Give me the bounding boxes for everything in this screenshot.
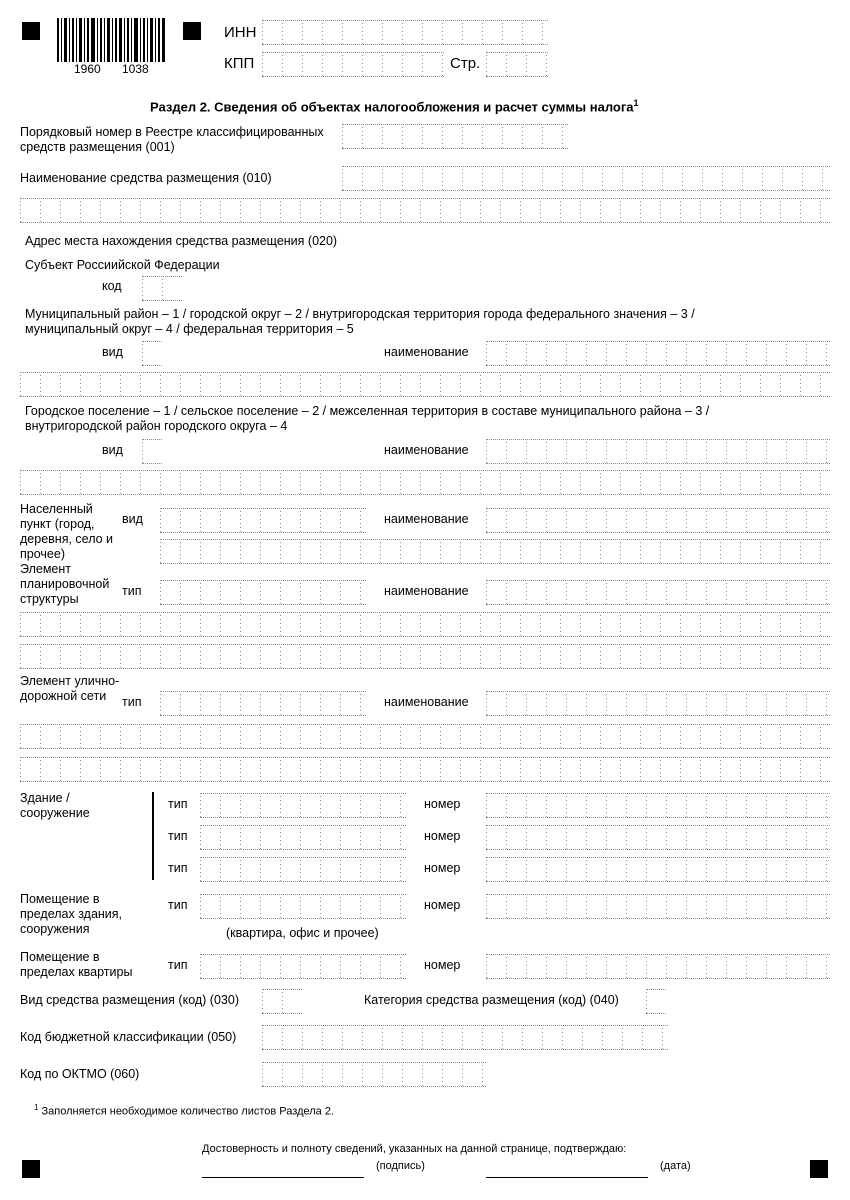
corner-marker-bottom-right <box>810 1160 828 1178</box>
settlement-name-cells-2[interactable] <box>20 470 830 495</box>
field-050-cells[interactable] <box>262 1025 668 1050</box>
street-element-label: Элемент улично-дорожной сети <box>20 674 120 703</box>
field-030-label: Вид средства размещения (код) (030) <box>20 993 239 1007</box>
inn-label: ИНН <box>224 24 257 41</box>
page-cells[interactable] <box>486 52 548 77</box>
field-001-cells[interactable] <box>342 124 568 149</box>
subject-code-cells[interactable] <box>142 276 182 301</box>
building-number-label-3: номер <box>424 861 461 875</box>
building-type-cells-2[interactable] <box>200 825 406 850</box>
settlement-name-cells-1[interactable] <box>486 439 830 464</box>
settlement-description: Городское поселение – 1 / сельское поселение – 2 / межселенная территория в составе муниципального района – 3 / внутригородской район городского округа – 4 <box>25 404 710 433</box>
locality-name-cells-2[interactable] <box>160 539 830 564</box>
subject-label: Субъект Россиийской Федерации <box>25 258 220 272</box>
signature-line[interactable] <box>202 1177 364 1178</box>
building-type-label-1: тип <box>168 797 188 811</box>
section-title: Раздел 2. Сведения об объектах налогообложения и расчет суммы налога$^1$ <box>150 98 639 115</box>
street-type-label: тип <box>122 695 142 709</box>
planning-structure-label: Элемент планировочной структуры <box>20 562 110 606</box>
building-number-cells-1[interactable] <box>486 793 830 818</box>
inn-cells[interactable] <box>262 20 548 45</box>
apartment-type-cells[interactable] <box>200 954 406 979</box>
premises-number-label: номер <box>424 898 461 912</box>
building-number-label-1: номер <box>424 797 461 811</box>
field-040-cells[interactable] <box>646 989 666 1014</box>
street-name-cells-1[interactable] <box>486 691 830 716</box>
building-label: Здание / сооружение <box>20 791 90 820</box>
field-010-cells-1[interactable] <box>342 166 830 191</box>
municipal-name-label: наименование <box>384 345 469 359</box>
field-060-cells[interactable] <box>262 1062 486 1087</box>
apartment-type-label: тип <box>168 958 188 972</box>
planning-name-cells-1[interactable] <box>486 580 830 605</box>
locality-label: Населенный пункт (город, деревня, село и прочее) <box>20 502 114 561</box>
field-010-cells-2[interactable] <box>20 198 830 223</box>
municipal-name-cells-1[interactable] <box>486 341 830 366</box>
street-name-label: наименование <box>384 695 469 709</box>
street-name-cells-2[interactable] <box>20 724 830 749</box>
premises-note: (квартира, офис и прочее) <box>226 926 379 940</box>
municipal-name-cells-2[interactable] <box>20 372 830 397</box>
field-020-label: Адрес места нахождения средства размещения (020) <box>25 234 338 248</box>
field-050-label: Код бюджетной классификации (050) <box>20 1030 237 1044</box>
premises-type-label: тип <box>168 898 188 912</box>
apartment-number-label: номер <box>424 958 461 972</box>
confirmation-text: Достоверность и полноту сведений, указанных на данной странице, подтверждаю: <box>202 1143 627 1155</box>
corner-marker-top-left <box>22 22 40 40</box>
locality-name-cells-1[interactable] <box>486 508 830 533</box>
page-label: Стр. <box>450 55 481 72</box>
signature-caption: (подпись) <box>376 1160 425 1172</box>
building-type-label-2: тип <box>168 829 188 843</box>
barcode-number-right: 1038 <box>122 62 149 76</box>
street-name-cells-3[interactable] <box>20 757 830 782</box>
kpp-label: КПП <box>224 55 255 72</box>
date-line[interactable] <box>486 1177 648 1178</box>
building-type-cells-3[interactable] <box>200 857 406 882</box>
planning-name-label: наименование <box>384 584 469 598</box>
premises-building-label: Помещение в пределах здания, сооружения <box>20 892 123 936</box>
locality-name-label: наименование <box>384 512 469 526</box>
building-number-cells-2[interactable] <box>486 825 830 850</box>
planning-name-cells-3[interactable] <box>20 644 830 669</box>
corner-marker-top-mid <box>183 22 201 40</box>
kpp-cells[interactable] <box>262 52 444 77</box>
planning-type-cells[interactable] <box>160 580 366 605</box>
date-caption: (дата) <box>660 1160 691 1172</box>
corner-marker-bottom-left <box>22 1160 40 1178</box>
building-bracket <box>152 792 154 880</box>
apartment-number-cells[interactable] <box>486 954 830 979</box>
premises-apartment-label: Помещение в пределах квартиры <box>20 950 133 979</box>
settlement-type-label: вид <box>102 443 123 457</box>
municipal-type-cells[interactable] <box>142 341 162 366</box>
locality-type-label: вид <box>122 512 143 526</box>
footnote: $^1$ Заполняется необходимое количество листов Раздела 2. <box>34 1103 335 1118</box>
building-type-cells-1[interactable] <box>200 793 406 818</box>
settlement-name-label: наименование <box>384 443 469 457</box>
field-010-label: Наименование средства размещения (010) <box>20 171 272 185</box>
field-030-cells[interactable] <box>262 989 302 1014</box>
building-number-label-2: номер <box>424 829 461 843</box>
locality-type-cells[interactable] <box>160 508 366 533</box>
planning-name-cells-2[interactable] <box>20 612 830 637</box>
planning-type-label: тип <box>122 584 142 598</box>
premises-number-cells[interactable] <box>486 894 830 919</box>
field-040-label: Категория средства размещения (код) (040) <box>364 993 619 1007</box>
municipal-type-label: вид <box>102 345 123 359</box>
building-number-cells-3[interactable] <box>486 857 830 882</box>
settlement-type-cells[interactable] <box>142 439 162 464</box>
barcode <box>57 18 165 62</box>
building-type-label-3: тип <box>168 861 188 875</box>
field-060-label: Код по ОКТМО (060) <box>20 1067 140 1081</box>
municipal-description: Муниципальный район – 1 / городской округ – 2 / внутригородская территория города федерального значения – 3 / муниципальный округ – 4 / федеральная территория – 5 <box>25 307 695 336</box>
premises-type-cells[interactable] <box>200 894 406 919</box>
street-type-cells[interactable] <box>160 691 366 716</box>
field-001-label: Порядковый номер в Реестре классифицированных средств размещения (001) <box>20 125 324 154</box>
subject-code-label: код <box>102 279 122 293</box>
barcode-number-left: 1960 <box>74 62 101 76</box>
